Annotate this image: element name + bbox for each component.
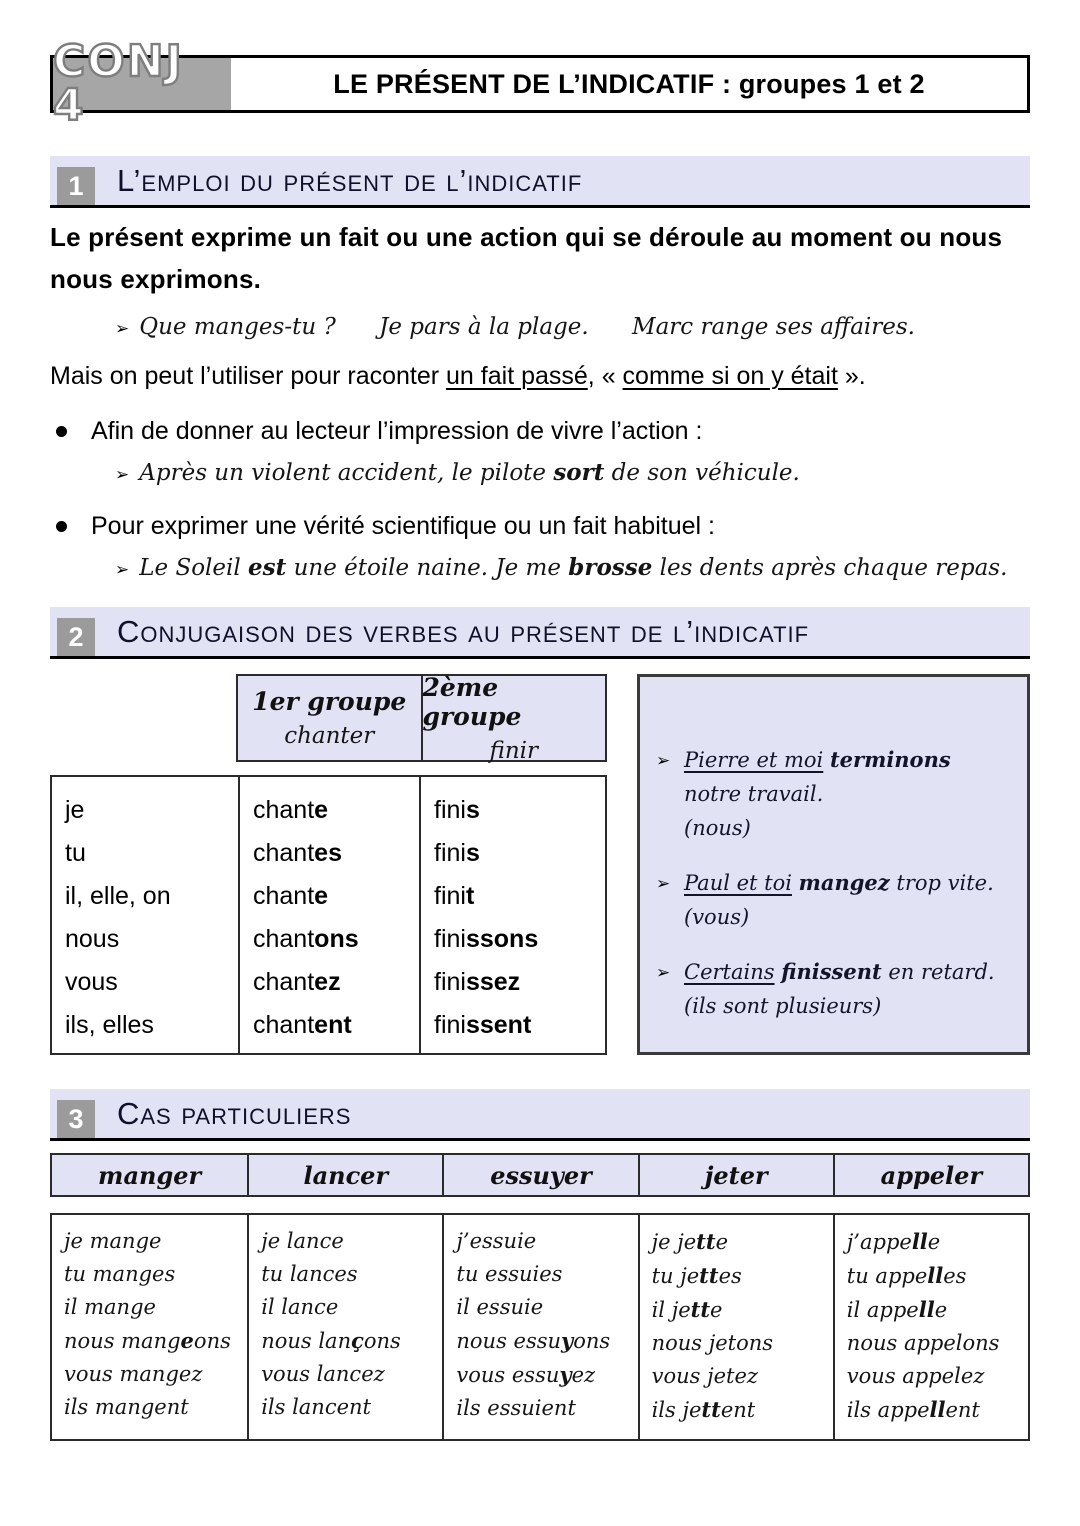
text: ent <box>720 1398 756 1422</box>
verb-cell <box>421 918 605 961</box>
emphasized-text: ll <box>927 1263 944 1288</box>
conjugation-line <box>64 1358 241 1391</box>
text: les dents après chaque repas. <box>652 555 1008 581</box>
verb-cell <box>240 961 419 1004</box>
text: ons <box>193 1329 231 1353</box>
special-cases-header-row <box>50 1153 1030 1197</box>
conjugation-line <box>456 1358 631 1392</box>
arrow-icon: ➢ <box>115 465 130 485</box>
text: fini <box>434 925 466 953</box>
conjugation-area <box>50 674 1030 1055</box>
text: fini <box>434 839 466 867</box>
emphasized-text: mangez <box>798 870 890 895</box>
chanter-column <box>238 777 421 1053</box>
verb-column <box>638 1215 833 1439</box>
emphasized-text: ll <box>918 1297 935 1322</box>
emphasized-text: sort <box>553 459 605 486</box>
verb-header-cell: manger <box>98 1160 202 1190</box>
pronoun-column <box>52 777 238 1053</box>
pronoun-cell: je <box>65 796 85 824</box>
text: chant <box>253 882 315 910</box>
text: nous lan <box>261 1329 352 1353</box>
emphasized-text: ssons <box>465 925 539 953</box>
pronoun-cell: vous <box>65 968 118 996</box>
emphasized-text: est <box>248 554 287 581</box>
conjugation-line <box>64 1258 241 1291</box>
conjugation-line <box>64 1291 241 1324</box>
emphasized-text: ç <box>351 1328 364 1353</box>
conjugation-line <box>64 1391 241 1424</box>
verb-column <box>833 1215 1028 1439</box>
pronoun-cell: il, elle, on <box>65 882 171 910</box>
text: je je <box>651 1230 697 1254</box>
text <box>823 748 830 772</box>
verb-column <box>52 1215 247 1439</box>
bullet-text: Afin de donner au lecteur l’impression de vivre l’action : <box>91 417 703 445</box>
example-text: Que manges-tu ? <box>139 314 336 340</box>
underlined-text: Paul et toi <box>684 871 792 895</box>
emphasized-text: ent <box>314 1011 352 1039</box>
underlined-text: Pierre et moi <box>684 748 824 772</box>
example-text <box>684 960 995 984</box>
arrow-icon: ➢ <box>115 319 130 339</box>
conjugation-line <box>456 1392 631 1425</box>
text: ». <box>837 362 866 390</box>
text: une étoile naine. Je me <box>286 555 569 581</box>
finir-column <box>421 777 605 1053</box>
conjugation-line <box>652 1327 827 1360</box>
text: notre travail. <box>684 782 824 806</box>
text: e <box>927 1230 941 1254</box>
verb-cell <box>421 832 605 875</box>
emphasized-text: e <box>314 796 329 824</box>
text: e <box>934 1298 948 1322</box>
emphasized-text: y <box>561 1328 574 1353</box>
text: , « <box>587 362 623 390</box>
text: j’essuie <box>456 1229 537 1253</box>
emphasized-text: ll <box>911 1229 928 1254</box>
verb-header-cell: lancer <box>247 1155 442 1195</box>
underlined-text: un fait passé <box>446 362 588 390</box>
text: es <box>943 1264 967 1288</box>
conjugation-line <box>456 1258 631 1291</box>
verb-header-cell: jeter <box>638 1155 833 1195</box>
text: tu je <box>651 1264 700 1288</box>
text: e <box>715 1230 728 1254</box>
text: e <box>710 1298 723 1322</box>
bullet-icon <box>56 426 67 437</box>
example-text <box>684 748 951 806</box>
conjugation-line <box>652 1360 827 1393</box>
emphasized-text: es <box>314 839 342 867</box>
text: chant <box>253 968 315 996</box>
bullet-2-example <box>115 554 1030 581</box>
arrow-icon: ➢ <box>656 963 671 983</box>
lead-paragraph: Le présent exprime un fait ou une action qui se déroule au moment ou nous nous exprimons. <box>50 222 1003 294</box>
group-infinitive: finir <box>489 737 538 764</box>
emphasized-text: terminons <box>829 747 951 772</box>
section-2-number: 2 <box>57 618 95 656</box>
emphasized-text: tt <box>699 1263 719 1288</box>
section-1-header <box>50 156 1030 208</box>
conjugation-line <box>261 1225 436 1258</box>
verb-cell <box>421 789 605 832</box>
text: ils essuient <box>456 1396 576 1420</box>
conjugation-line <box>261 1324 436 1358</box>
conjugation-line <box>652 1225 827 1259</box>
emphasized-text: s <box>465 839 480 867</box>
document-header <box>50 36 1030 131</box>
conjugation-line <box>261 1391 436 1424</box>
text: ils lancent <box>261 1395 371 1419</box>
example-text <box>139 555 1007 581</box>
text: nous jetons <box>651 1331 774 1355</box>
usage-paragraph <box>50 362 1030 391</box>
text: il je <box>651 1298 691 1322</box>
emphasized-text: brosse <box>568 554 653 581</box>
text: fini <box>434 968 466 996</box>
text: Après un violent accident, le pilote <box>139 460 554 486</box>
text: j’appe <box>846 1230 912 1254</box>
example-sentence-2: Je pars à la plage. <box>379 314 589 340</box>
emphasized-text: ssent <box>465 1011 532 1039</box>
verb-cell <box>240 875 419 918</box>
conjugation-line <box>456 1225 631 1258</box>
text: ils appe <box>846 1398 930 1422</box>
text: ils mangent <box>64 1395 189 1419</box>
bullet-icon <box>56 521 67 532</box>
emphasized-text: ll <box>929 1397 946 1422</box>
text: nous mang <box>64 1329 181 1353</box>
text: tu essuies <box>456 1262 563 1286</box>
text: tu lances <box>261 1262 358 1286</box>
text: Mais on peut l’utiliser pour raconter <box>50 362 447 390</box>
example-item <box>654 955 1011 1023</box>
verb-header-cell: essuyer <box>442 1155 637 1195</box>
conjugation-line <box>847 1293 1022 1327</box>
text: ez <box>571 1363 596 1387</box>
lesson-code: CONJ 4 <box>53 36 184 131</box>
text: chant <box>253 839 315 867</box>
verb-column <box>442 1215 637 1439</box>
text: ons <box>573 1329 611 1353</box>
example-note: (nous) <box>684 816 751 840</box>
section-1-title: L’emploi du présent de l’indicatif <box>117 162 583 198</box>
verb-cell <box>240 789 419 832</box>
pronoun-cell: tu <box>65 839 86 867</box>
emphasized-text: tt <box>701 1397 721 1422</box>
text: fini <box>434 796 466 824</box>
emphasized-text: e <box>180 1328 194 1353</box>
section-1-number: 1 <box>57 167 95 205</box>
emphasized-text: ez <box>314 968 341 996</box>
text: trop vite. <box>889 871 994 895</box>
conjugation-line <box>456 1291 631 1324</box>
example-note: (vous) <box>684 905 750 929</box>
emphasized-text: y <box>559 1362 572 1387</box>
text: il essuie <box>456 1295 544 1319</box>
verb-cell <box>240 918 419 961</box>
conjugation-line <box>652 1259 827 1293</box>
verb-cell <box>240 1004 419 1047</box>
conjugation-line <box>456 1324 631 1358</box>
verb-cell <box>240 832 419 875</box>
text: chant <box>253 925 315 953</box>
group-1-header <box>238 676 421 760</box>
pronoun-cell: nous <box>65 925 120 953</box>
emphasized-text: tt <box>696 1229 716 1254</box>
text: il mange <box>64 1295 156 1319</box>
conjugation-line <box>64 1324 241 1358</box>
text: de son véhicule. <box>604 460 800 486</box>
text: ent <box>945 1398 980 1422</box>
text: vous essu <box>456 1363 560 1387</box>
section-2-title: Conjugaison des verbes au présent de l’indicatif <box>117 613 810 649</box>
verb-cell <box>421 961 605 1004</box>
text: fini <box>434 882 466 910</box>
lesson-code-badge <box>53 36 231 131</box>
text: chant <box>253 1011 315 1039</box>
bullet-text: Pour exprimer une vérité scientifique ou un fait habituel : <box>91 512 715 540</box>
example-sentences-row <box>115 314 915 340</box>
text: fini <box>434 1011 466 1039</box>
document-title: LE PRÉSENT DE L’INDICATIF : groupes 1 et 2 <box>333 68 925 99</box>
text: vous jetez <box>651 1364 758 1388</box>
text <box>792 871 799 895</box>
text: ons <box>363 1329 401 1353</box>
special-cases-table <box>50 1213 1030 1441</box>
example-sentence-1 <box>115 314 336 340</box>
text: chant <box>253 796 315 824</box>
examples-box <box>637 674 1030 1055</box>
conjugation-tables <box>50 674 607 1055</box>
pronoun-cell: ils, elles <box>65 1011 154 1039</box>
text: nous appelons <box>846 1331 1000 1355</box>
emphasized-text: tt <box>690 1297 711 1322</box>
text: il appe <box>846 1298 919 1322</box>
conjugation-line <box>64 1225 241 1258</box>
bullet-point-2 <box>50 512 1030 541</box>
verb-column <box>247 1215 442 1439</box>
section-3-header <box>50 1089 1030 1141</box>
conjugation-line <box>847 1393 1022 1427</box>
emphasized-text: t <box>465 882 475 910</box>
emphasized-text: ons <box>314 925 359 953</box>
text: tu manges <box>64 1262 176 1286</box>
emphasized-text: s <box>465 796 480 824</box>
arrow-icon: ➢ <box>115 560 130 580</box>
example-item <box>654 743 1011 845</box>
conjugation-line <box>847 1225 1022 1259</box>
bullet-1-example <box>115 459 1030 486</box>
arrow-icon: ➢ <box>656 874 671 894</box>
example-text <box>139 460 800 486</box>
text: es <box>718 1264 742 1288</box>
conjugation-table <box>50 775 607 1055</box>
verb-cell <box>421 1004 605 1047</box>
group-label: 1er groupe <box>252 687 407 716</box>
group-2-header <box>421 672 606 764</box>
conjugation-line <box>261 1291 436 1324</box>
conjugation-line <box>847 1259 1022 1293</box>
text: nous essu <box>456 1329 562 1353</box>
verb-cell <box>421 875 605 918</box>
section-3-title: Cas particuliers <box>117 1095 352 1131</box>
group-label: 2ème groupe <box>422 672 522 731</box>
bullet-point-1 <box>50 417 1030 446</box>
emphasized-text: ssez <box>465 968 521 996</box>
text: tu appe <box>846 1264 928 1288</box>
conjugation-line <box>652 1293 827 1327</box>
text: en retard. <box>881 960 995 984</box>
conjugation-line <box>847 1327 1022 1360</box>
example-note: (ils sont plusieurs) <box>684 994 882 1018</box>
text: vous lancez <box>261 1362 385 1386</box>
conjugation-line <box>261 1258 436 1291</box>
underlined-text: comme si on y était <box>622 362 838 390</box>
text: je mange <box>64 1229 162 1253</box>
conjugation-line <box>652 1393 827 1427</box>
conjugation-line <box>261 1358 436 1391</box>
example-text <box>684 871 994 895</box>
verb-header-cell: appeler <box>833 1155 1028 1195</box>
text: vous appelez <box>846 1364 985 1388</box>
group-header-table <box>236 674 607 762</box>
text: Le Soleil <box>139 555 249 581</box>
text: je lance <box>261 1229 344 1253</box>
text: vous mangez <box>64 1362 203 1386</box>
example-item <box>654 866 1011 934</box>
example-sentence-3: Marc range ses affaires. <box>632 314 915 340</box>
section-2-header <box>50 607 1030 659</box>
emphasized-text: e <box>314 882 329 910</box>
emphasized-text: finissent <box>781 959 882 984</box>
arrow-icon: ➢ <box>656 751 671 771</box>
group-infinitive: chanter <box>284 723 375 749</box>
underlined-text: Certains <box>684 960 775 984</box>
text: il lance <box>261 1295 339 1319</box>
section-3-number: 3 <box>57 1100 95 1138</box>
conjugation-line <box>847 1360 1022 1393</box>
text: ils je <box>651 1398 702 1422</box>
